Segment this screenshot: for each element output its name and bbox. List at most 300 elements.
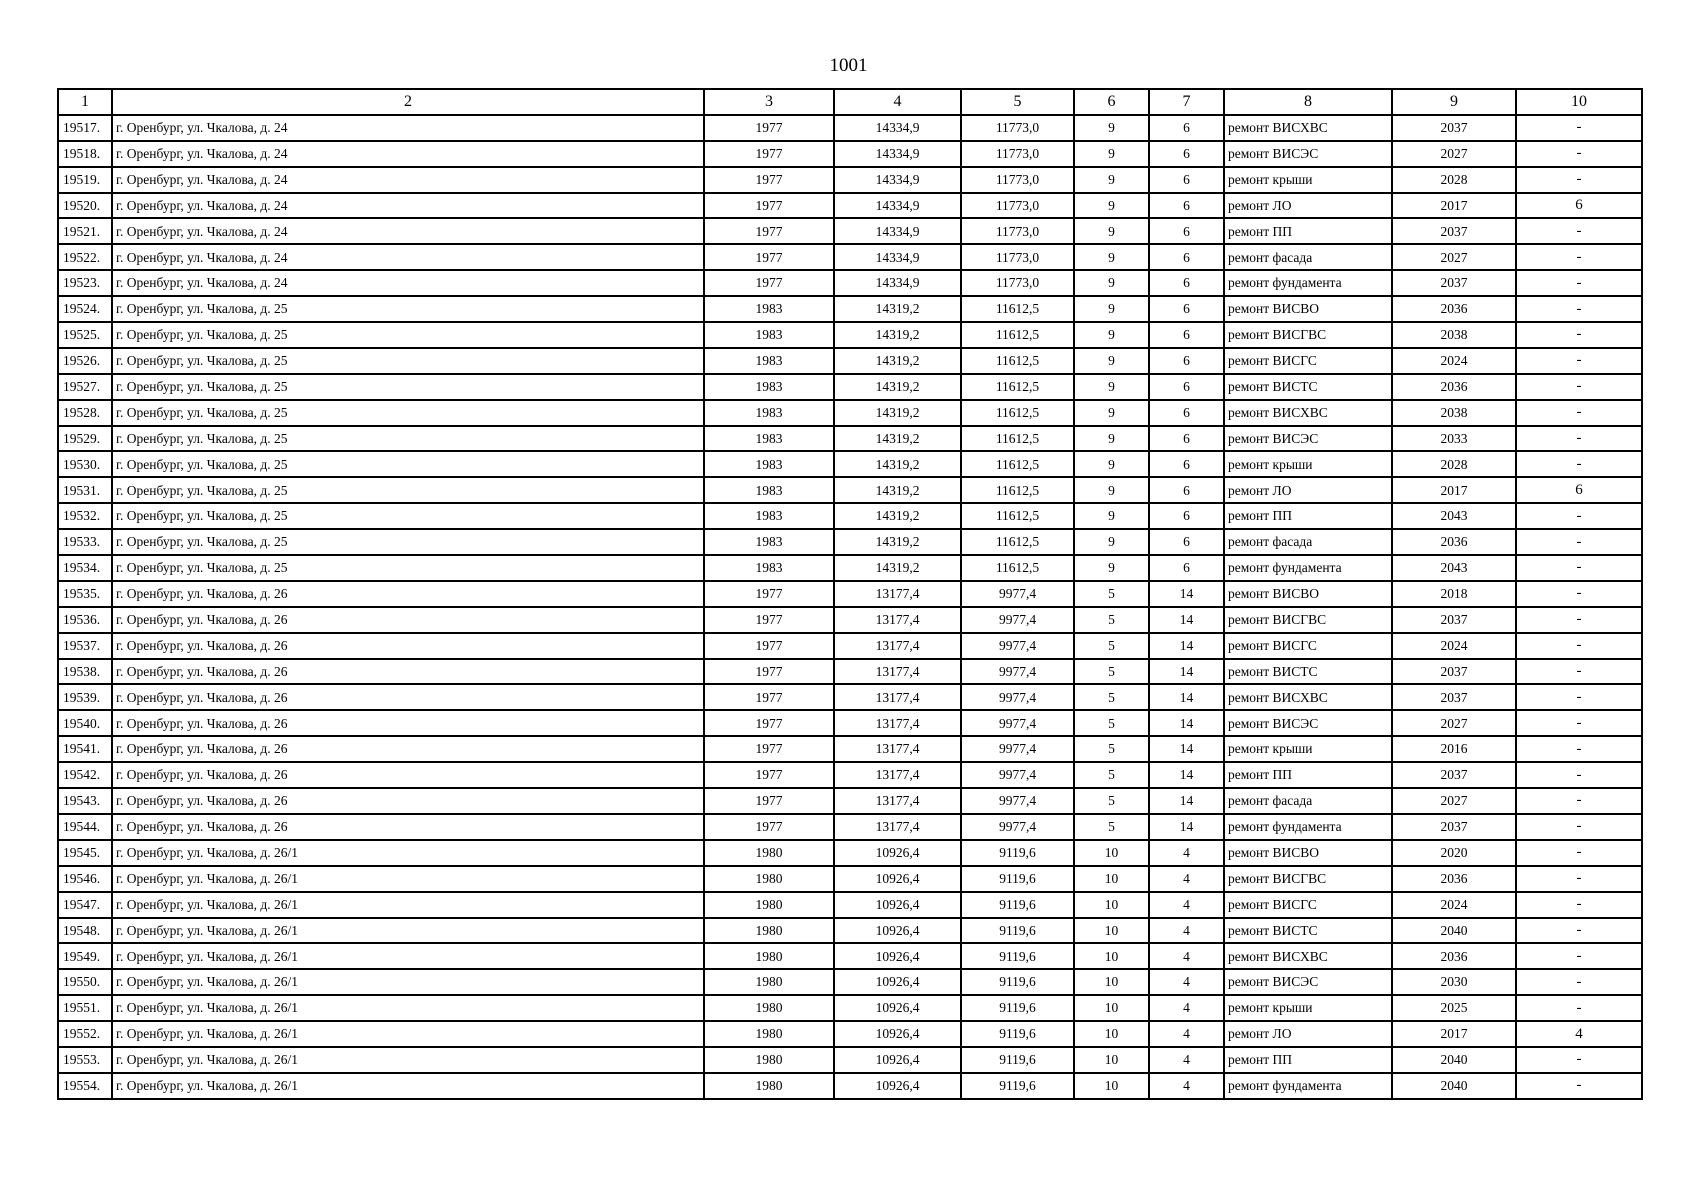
row-number-cell: 19534. xyxy=(58,555,112,581)
column-10-value-cell: - xyxy=(1516,762,1642,788)
living-area-cell: 11612,5 xyxy=(961,296,1074,322)
table-row xyxy=(58,969,1642,995)
year-built-cell: 1977 xyxy=(704,710,834,736)
table-row xyxy=(58,477,1642,503)
entrances-cell: 4 xyxy=(1149,892,1224,918)
living-area-cell: 9977,4 xyxy=(961,736,1074,762)
year-built-cell: 1983 xyxy=(704,322,834,348)
column-10-value-cell: - xyxy=(1516,400,1642,426)
living-area-cell: 9119,6 xyxy=(961,1021,1074,1047)
living-area-cell: 11612,5 xyxy=(961,555,1074,581)
page-number: 1001 xyxy=(829,55,868,76)
total-area-cell: 14334,9 xyxy=(834,115,961,141)
planned-year-cell: 2027 xyxy=(1392,788,1516,814)
column-10-value-cell: - xyxy=(1516,529,1642,555)
floors-cell: 9 xyxy=(1074,244,1149,270)
planned-year-cell: 2038 xyxy=(1392,400,1516,426)
entrances-cell: 4 xyxy=(1149,943,1224,969)
floors-cell: 9 xyxy=(1074,451,1149,477)
address-cell: г. Оренбург, ул. Чкалова, д. 26 xyxy=(112,684,704,710)
planned-year-cell: 2040 xyxy=(1392,1073,1516,1099)
total-area-cell: 13177,4 xyxy=(834,762,961,788)
living-area-cell: 9977,4 xyxy=(961,710,1074,736)
address-cell: г. Оренбург, ул. Чкалова, д. 26/1 xyxy=(112,995,704,1021)
row-number-cell: 19529. xyxy=(58,426,112,452)
row-number-cell: 19540. xyxy=(58,710,112,736)
total-area-cell: 10926,4 xyxy=(834,840,961,866)
living-area-cell: 11612,5 xyxy=(961,400,1074,426)
table-row xyxy=(58,503,1642,529)
row-number-cell: 19531. xyxy=(58,477,112,503)
row-number-cell: 19518. xyxy=(58,141,112,167)
table-row xyxy=(58,762,1642,788)
row-number-cell: 19542. xyxy=(58,762,112,788)
row-number-cell: 19541. xyxy=(58,736,112,762)
address-cell: г. Оренбург, ул. Чкалова, д. 25 xyxy=(112,296,704,322)
living-area-cell: 9119,6 xyxy=(961,1047,1074,1073)
planned-year-cell: 2037 xyxy=(1392,115,1516,141)
floors-cell: 9 xyxy=(1074,167,1149,193)
column-10-value-cell: 6 xyxy=(1516,193,1642,219)
living-area-cell: 9119,6 xyxy=(961,918,1074,944)
year-built-cell: 1980 xyxy=(704,995,834,1021)
column-10-value-cell: - xyxy=(1516,918,1642,944)
row-number-cell: 19552. xyxy=(58,1021,112,1047)
planned-year-cell: 2018 xyxy=(1392,581,1516,607)
entrances-cell: 6 xyxy=(1149,218,1224,244)
year-built-cell: 1983 xyxy=(704,477,834,503)
column-10-value-cell: - xyxy=(1516,348,1642,374)
entrances-cell: 14 xyxy=(1149,710,1224,736)
planned-year-cell: 2016 xyxy=(1392,736,1516,762)
living-area-cell: 9977,4 xyxy=(961,581,1074,607)
total-area-cell: 14334,9 xyxy=(834,141,961,167)
planned-year-cell: 2036 xyxy=(1392,296,1516,322)
row-number-cell: 19521. xyxy=(58,218,112,244)
floors-cell: 10 xyxy=(1074,1047,1149,1073)
table-row xyxy=(58,529,1642,555)
table-row xyxy=(58,400,1642,426)
work-type-cell: ремонт ВИСХВС xyxy=(1224,115,1392,141)
work-type-cell: ремонт ВИСГВС xyxy=(1224,322,1392,348)
total-area-cell: 14319,2 xyxy=(834,296,961,322)
table-row xyxy=(58,244,1642,270)
column-header-7: 7 xyxy=(1149,89,1224,115)
year-built-cell: 1983 xyxy=(704,374,834,400)
work-type-cell: ремонт ПП xyxy=(1224,218,1392,244)
address-cell: г. Оренбург, ул. Чкалова, д. 25 xyxy=(112,555,704,581)
table-header-row xyxy=(58,89,1642,115)
column-10-value-cell: - xyxy=(1516,840,1642,866)
work-type-cell: ремонт фасада xyxy=(1224,529,1392,555)
address-cell: г. Оренбург, ул. Чкалова, д. 26 xyxy=(112,659,704,685)
work-type-cell: ремонт ВИСЭС xyxy=(1224,969,1392,995)
table-row xyxy=(58,193,1642,219)
table-row xyxy=(58,840,1642,866)
entrances-cell: 6 xyxy=(1149,503,1224,529)
address-cell: г. Оренбург, ул. Чкалова, д. 24 xyxy=(112,115,704,141)
year-built-cell: 1980 xyxy=(704,969,834,995)
row-number-cell: 19532. xyxy=(58,503,112,529)
column-10-value-cell: - xyxy=(1516,503,1642,529)
year-built-cell: 1983 xyxy=(704,400,834,426)
address-cell: г. Оренбург, ул. Чкалова, д. 24 xyxy=(112,218,704,244)
entrances-cell: 4 xyxy=(1149,1047,1224,1073)
floors-cell: 5 xyxy=(1074,607,1149,633)
year-built-cell: 1980 xyxy=(704,943,834,969)
floors-cell: 5 xyxy=(1074,736,1149,762)
total-area-cell: 14334,9 xyxy=(834,270,961,296)
table-row xyxy=(58,892,1642,918)
total-area-cell: 10926,4 xyxy=(834,918,961,944)
column-10-value-cell: - xyxy=(1516,322,1642,348)
total-area-cell: 14319,2 xyxy=(834,555,961,581)
work-type-cell: ремонт ВИСЭС xyxy=(1224,426,1392,452)
work-type-cell: ремонт фундамента xyxy=(1224,814,1392,840)
row-number-cell: 19539. xyxy=(58,684,112,710)
address-cell: г. Оренбург, ул. Чкалова, д. 26/1 xyxy=(112,1073,704,1099)
living-area-cell: 9119,6 xyxy=(961,969,1074,995)
address-cell: г. Оренбург, ул. Чкалова, д. 26/1 xyxy=(112,1047,704,1073)
entrances-cell: 6 xyxy=(1149,348,1224,374)
floors-cell: 9 xyxy=(1074,503,1149,529)
year-built-cell: 1980 xyxy=(704,892,834,918)
living-area-cell: 9119,6 xyxy=(961,995,1074,1021)
address-cell: г. Оренбург, ул. Чкалова, д. 25 xyxy=(112,400,704,426)
floors-cell: 10 xyxy=(1074,1073,1149,1099)
table-row xyxy=(58,426,1642,452)
year-built-cell: 1980 xyxy=(704,918,834,944)
year-built-cell: 1980 xyxy=(704,1021,834,1047)
year-built-cell: 1977 xyxy=(704,167,834,193)
total-area-cell: 10926,4 xyxy=(834,1047,961,1073)
row-number-cell: 19519. xyxy=(58,167,112,193)
work-type-cell: ремонт ПП xyxy=(1224,762,1392,788)
table-row xyxy=(58,322,1642,348)
address-cell: г. Оренбург, ул. Чкалова, д. 25 xyxy=(112,374,704,400)
row-number-cell: 19524. xyxy=(58,296,112,322)
work-type-cell: ремонт фасада xyxy=(1224,788,1392,814)
year-built-cell: 1983 xyxy=(704,503,834,529)
entrances-cell: 6 xyxy=(1149,400,1224,426)
year-built-cell: 1977 xyxy=(704,607,834,633)
planned-year-cell: 2036 xyxy=(1392,866,1516,892)
row-number-cell: 19523. xyxy=(58,270,112,296)
entrances-cell: 6 xyxy=(1149,477,1224,503)
column-header-4: 4 xyxy=(834,89,961,115)
planned-year-cell: 2024 xyxy=(1392,892,1516,918)
floors-cell: 10 xyxy=(1074,918,1149,944)
planned-year-cell: 2033 xyxy=(1392,426,1516,452)
floors-cell: 5 xyxy=(1074,581,1149,607)
floors-cell: 9 xyxy=(1074,193,1149,219)
total-area-cell: 14319,2 xyxy=(834,374,961,400)
work-type-cell: ремонт крыши xyxy=(1224,995,1392,1021)
entrances-cell: 14 xyxy=(1149,684,1224,710)
planned-year-cell: 2030 xyxy=(1392,969,1516,995)
work-type-cell: ремонт крыши xyxy=(1224,451,1392,477)
living-area-cell: 11612,5 xyxy=(961,322,1074,348)
floors-cell: 10 xyxy=(1074,995,1149,1021)
repair-schedule-table xyxy=(57,88,1643,1100)
planned-year-cell: 2036 xyxy=(1392,374,1516,400)
address-cell: г. Оренбург, ул. Чкалова, д. 26/1 xyxy=(112,840,704,866)
total-area-cell: 14319,2 xyxy=(834,477,961,503)
living-area-cell: 11773,0 xyxy=(961,218,1074,244)
total-area-cell: 13177,4 xyxy=(834,710,961,736)
floors-cell: 5 xyxy=(1074,659,1149,685)
entrances-cell: 14 xyxy=(1149,762,1224,788)
planned-year-cell: 2027 xyxy=(1392,710,1516,736)
entrances-cell: 6 xyxy=(1149,426,1224,452)
floors-cell: 9 xyxy=(1074,529,1149,555)
table-row xyxy=(58,218,1642,244)
entrances-cell: 6 xyxy=(1149,555,1224,581)
address-cell: г. Оренбург, ул. Чкалова, д. 26 xyxy=(112,607,704,633)
address-cell: г. Оренбург, ул. Чкалова, д. 26 xyxy=(112,581,704,607)
living-area-cell: 9119,6 xyxy=(961,866,1074,892)
planned-year-cell: 2025 xyxy=(1392,995,1516,1021)
table-row xyxy=(58,348,1642,374)
table-row xyxy=(58,296,1642,322)
address-cell: г. Оренбург, ул. Чкалова, д. 24 xyxy=(112,193,704,219)
planned-year-cell: 2040 xyxy=(1392,918,1516,944)
row-number-cell: 19520. xyxy=(58,193,112,219)
column-10-value-cell: - xyxy=(1516,426,1642,452)
row-number-cell: 19553. xyxy=(58,1047,112,1073)
table-row xyxy=(58,451,1642,477)
column-10-value-cell: - xyxy=(1516,451,1642,477)
total-area-cell: 10926,4 xyxy=(834,1021,961,1047)
column-header-5: 5 xyxy=(961,89,1074,115)
address-cell: г. Оренбург, ул. Чкалова, д. 26 xyxy=(112,788,704,814)
year-built-cell: 1977 xyxy=(704,218,834,244)
table-row xyxy=(58,943,1642,969)
living-area-cell: 11773,0 xyxy=(961,167,1074,193)
work-type-cell: ремонт фундамента xyxy=(1224,270,1392,296)
year-built-cell: 1977 xyxy=(704,788,834,814)
total-area-cell: 10926,4 xyxy=(834,995,961,1021)
table-row xyxy=(58,788,1642,814)
address-cell: г. Оренбург, ул. Чкалова, д. 25 xyxy=(112,348,704,374)
column-header-3: 3 xyxy=(704,89,834,115)
floors-cell: 5 xyxy=(1074,762,1149,788)
floors-cell: 9 xyxy=(1074,400,1149,426)
living-area-cell: 9119,6 xyxy=(961,943,1074,969)
row-number-cell: 19543. xyxy=(58,788,112,814)
entrances-cell: 14 xyxy=(1149,633,1224,659)
address-cell: г. Оренбург, ул. Чкалова, д. 26/1 xyxy=(112,969,704,995)
row-number-cell: 19530. xyxy=(58,451,112,477)
floors-cell: 9 xyxy=(1074,115,1149,141)
total-area-cell: 10926,4 xyxy=(834,866,961,892)
year-built-cell: 1977 xyxy=(704,244,834,270)
total-area-cell: 14319,2 xyxy=(834,348,961,374)
work-type-cell: ремонт ВИСЭС xyxy=(1224,710,1392,736)
total-area-cell: 14319,2 xyxy=(834,322,961,348)
total-area-cell: 13177,4 xyxy=(834,633,961,659)
row-number-cell: 19547. xyxy=(58,892,112,918)
floors-cell: 9 xyxy=(1074,374,1149,400)
living-area-cell: 9119,6 xyxy=(961,892,1074,918)
work-type-cell: ремонт ВИСГВС xyxy=(1224,866,1392,892)
table-row xyxy=(58,866,1642,892)
floors-cell: 5 xyxy=(1074,814,1149,840)
planned-year-cell: 2024 xyxy=(1392,633,1516,659)
planned-year-cell: 2028 xyxy=(1392,451,1516,477)
total-area-cell: 13177,4 xyxy=(834,814,961,840)
address-cell: г. Оренбург, ул. Чкалова, д. 24 xyxy=(112,244,704,270)
total-area-cell: 13177,4 xyxy=(834,581,961,607)
year-built-cell: 1977 xyxy=(704,684,834,710)
column-10-value-cell: - xyxy=(1516,684,1642,710)
work-type-cell: ремонт ВИСТС xyxy=(1224,659,1392,685)
living-area-cell: 11612,5 xyxy=(961,477,1074,503)
table-row xyxy=(58,607,1642,633)
work-type-cell: ремонт ЛО xyxy=(1224,477,1392,503)
table-row xyxy=(58,710,1642,736)
floors-cell: 9 xyxy=(1074,296,1149,322)
total-area-cell: 14334,9 xyxy=(834,193,961,219)
column-10-value-cell: - xyxy=(1516,995,1642,1021)
row-number-cell: 19545. xyxy=(58,840,112,866)
column-10-value-cell: - xyxy=(1516,633,1642,659)
address-cell: г. Оренбург, ул. Чкалова, д. 26/1 xyxy=(112,866,704,892)
floors-cell: 10 xyxy=(1074,1021,1149,1047)
living-area-cell: 9119,6 xyxy=(961,840,1074,866)
year-built-cell: 1977 xyxy=(704,814,834,840)
planned-year-cell: 2037 xyxy=(1392,814,1516,840)
work-type-cell: ремонт ВИСГС xyxy=(1224,348,1392,374)
table-row xyxy=(58,659,1642,685)
address-cell: г. Оренбург, ул. Чкалова, д. 26/1 xyxy=(112,918,704,944)
total-area-cell: 13177,4 xyxy=(834,607,961,633)
address-cell: г. Оренбург, ул. Чкалова, д. 26 xyxy=(112,762,704,788)
row-number-cell: 19548. xyxy=(58,918,112,944)
column-10-value-cell: 6 xyxy=(1516,477,1642,503)
year-built-cell: 1980 xyxy=(704,840,834,866)
row-number-cell: 19550. xyxy=(58,969,112,995)
column-10-value-cell: - xyxy=(1516,581,1642,607)
address-cell: г. Оренбург, ул. Чкалова, д. 25 xyxy=(112,477,704,503)
work-type-cell: ремонт ВИСГС xyxy=(1224,892,1392,918)
entrances-cell: 6 xyxy=(1149,167,1224,193)
year-built-cell: 1977 xyxy=(704,659,834,685)
column-header-9: 9 xyxy=(1392,89,1516,115)
year-built-cell: 1977 xyxy=(704,141,834,167)
total-area-cell: 14319,2 xyxy=(834,400,961,426)
total-area-cell: 10926,4 xyxy=(834,1073,961,1099)
year-built-cell: 1983 xyxy=(704,348,834,374)
work-type-cell: ремонт ЛО xyxy=(1224,1021,1392,1047)
year-built-cell: 1983 xyxy=(704,555,834,581)
work-type-cell: ремонт ВИСВО xyxy=(1224,840,1392,866)
living-area-cell: 11773,0 xyxy=(961,141,1074,167)
entrances-cell: 4 xyxy=(1149,1073,1224,1099)
living-area-cell: 11612,5 xyxy=(961,426,1074,452)
total-area-cell: 13177,4 xyxy=(834,684,961,710)
living-area-cell: 11612,5 xyxy=(961,529,1074,555)
column-header-2: 2 xyxy=(112,89,704,115)
floors-cell: 9 xyxy=(1074,426,1149,452)
planned-year-cell: 2037 xyxy=(1392,684,1516,710)
column-10-value-cell: - xyxy=(1516,296,1642,322)
entrances-cell: 6 xyxy=(1149,115,1224,141)
column-header-1: 1 xyxy=(58,89,112,115)
work-type-cell: ремонт ВИСВО xyxy=(1224,296,1392,322)
living-area-cell: 11773,0 xyxy=(961,115,1074,141)
column-header-8: 8 xyxy=(1224,89,1392,115)
floors-cell: 5 xyxy=(1074,684,1149,710)
floors-cell: 10 xyxy=(1074,866,1149,892)
row-number-cell: 19535. xyxy=(58,581,112,607)
planned-year-cell: 2027 xyxy=(1392,244,1516,270)
address-cell: г. Оренбург, ул. Чкалова, д. 26 xyxy=(112,736,704,762)
floors-cell: 10 xyxy=(1074,892,1149,918)
work-type-cell: ремонт ЛО xyxy=(1224,193,1392,219)
work-type-cell: ремонт фундамента xyxy=(1224,555,1392,581)
planned-year-cell: 2017 xyxy=(1392,477,1516,503)
row-number-cell: 19522. xyxy=(58,244,112,270)
entrances-cell: 14 xyxy=(1149,814,1224,840)
planned-year-cell: 2037 xyxy=(1392,270,1516,296)
row-number-cell: 19544. xyxy=(58,814,112,840)
living-area-cell: 9977,4 xyxy=(961,633,1074,659)
column-10-value-cell: - xyxy=(1516,1073,1642,1099)
year-built-cell: 1977 xyxy=(704,193,834,219)
year-built-cell: 1983 xyxy=(704,426,834,452)
address-cell: г. Оренбург, ул. Чкалова, д. 25 xyxy=(112,451,704,477)
living-area-cell: 11773,0 xyxy=(961,244,1074,270)
entrances-cell: 14 xyxy=(1149,788,1224,814)
year-built-cell: 1977 xyxy=(704,736,834,762)
work-type-cell: ремонт фундамента xyxy=(1224,1073,1392,1099)
column-10-value-cell: - xyxy=(1516,167,1642,193)
column-10-value-cell: - xyxy=(1516,270,1642,296)
work-type-cell: ремонт крыши xyxy=(1224,736,1392,762)
column-10-value-cell: - xyxy=(1516,374,1642,400)
column-10-value-cell: - xyxy=(1516,218,1642,244)
table-body xyxy=(58,115,1642,1099)
table-row xyxy=(58,1073,1642,1099)
address-cell: г. Оренбург, ул. Чкалова, д. 26 xyxy=(112,710,704,736)
entrances-cell: 14 xyxy=(1149,659,1224,685)
living-area-cell: 9977,4 xyxy=(961,788,1074,814)
table-row xyxy=(58,555,1642,581)
work-type-cell: ремонт ВИСГС xyxy=(1224,633,1392,659)
year-built-cell: 1980 xyxy=(704,1073,834,1099)
column-10-value-cell: 4 xyxy=(1516,1021,1642,1047)
column-10-value-cell: - xyxy=(1516,555,1642,581)
address-cell: г. Оренбург, ул. Чкалова, д. 24 xyxy=(112,270,704,296)
address-cell: г. Оренбург, ул. Чкалова, д. 24 xyxy=(112,167,704,193)
row-number-cell: 19526. xyxy=(58,348,112,374)
planned-year-cell: 2017 xyxy=(1392,1021,1516,1047)
entrances-cell: 6 xyxy=(1149,141,1224,167)
table-row xyxy=(58,374,1642,400)
row-number-cell: 19525. xyxy=(58,322,112,348)
floors-cell: 9 xyxy=(1074,270,1149,296)
entrances-cell: 6 xyxy=(1149,244,1224,270)
address-cell: г. Оренбург, ул. Чкалова, д. 26 xyxy=(112,814,704,840)
work-type-cell: ремонт ВИСВО xyxy=(1224,581,1392,607)
column-10-value-cell: - xyxy=(1516,710,1642,736)
row-number-cell: 19537. xyxy=(58,633,112,659)
total-area-cell: 13177,4 xyxy=(834,788,961,814)
living-area-cell: 9977,4 xyxy=(961,607,1074,633)
address-cell: г. Оренбург, ул. Чкалова, д. 25 xyxy=(112,322,704,348)
floors-cell: 5 xyxy=(1074,788,1149,814)
